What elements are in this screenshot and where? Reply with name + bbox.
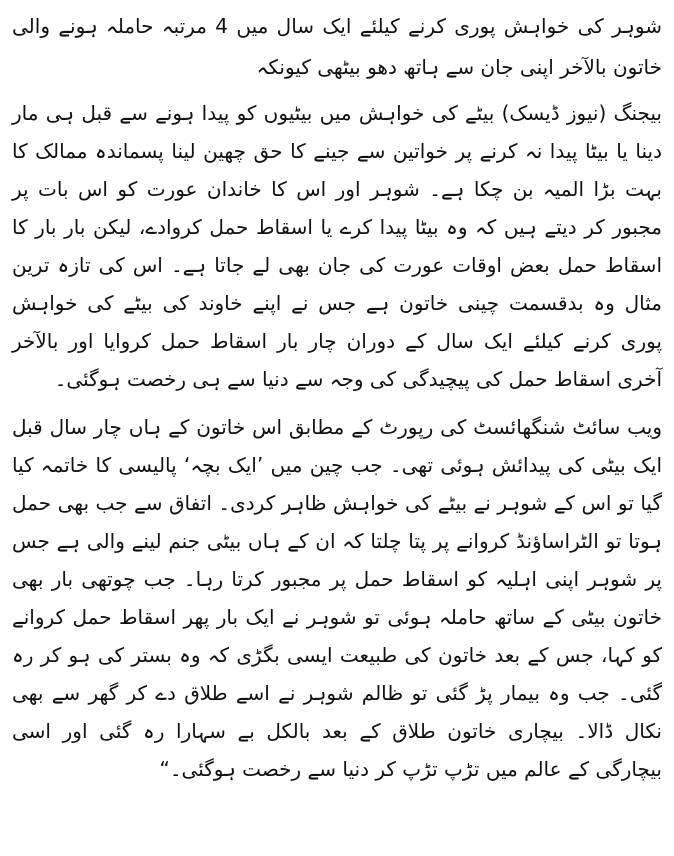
article-headline: شوہر کی خواہش پوری کرنے کیلئے ایک سال میں 4 مرتبہ حاملہ ہونے والی خاتون بالآخر اپنی جان سے ہاتھ دھو بیٹھی کیونکہ [12,14,662,79]
article-paragraph-report: ویب سائٹ شنگھائسٹ کی رپورٹ کے مطابق اس خاتون کے ہاں چار سال قبل ایک بیٹی کی پیدائش ہوئی تھی۔ جب چین میں ’ایک بچہ‘ پالیسی کا خاتمہ کیا گیا تو اس کے شوہر نے بیٹے کی خواہش ظاہر کردی۔ اتفاق سے جب بھی حمل ہوتا تو الٹراساؤنڈ کروانے پر پتا چلتا کہ ان کے ہاں بیٹی جنم لینے والی ہے جس پر شوہر اپنی اہلیہ کو اسقاط حمل پر مجبور کرتا رہا۔ جب چوتھی بار بھی خاتون بیٹی کے ساتھ حاملہ ہوئی تو شوہر نے ایک بار پھر اسقاط حمل کروانے کو کہا، جس کے بعد خاتون کی طبیعت ایسی بگڑی کہ وہ بستر کی ہو کر رہ گئی۔ جب وہ بیمار پڑ گئی تو ظالم شوہر نے اسے طلاق دے کر گھر سے بھی نکال ڈالا۔ بیچاری خاتون طلاق کے بعد بالکل بے سہارا رہ گئی اور اسی بیچارگی کے عالم میں تڑپ تڑپ کر دنیا سے رخصت ہوگئی۔“ [12,415,662,781]
news-article [12,6,662,850]
article-paragraph-intro: بیجنگ (نیوز ڈیسک) بیٹے کی خواہش میں بیٹیوں کو پیدا ہونے سے قبل ہی مار دینا یا بیٹا پیدا نہ کرنے پر خواتین سے جینے کا حق چھین لینا پسماندہ ممالک کا بہت بڑا المیہ بن چکا ہے۔ شوہر اور اس کا خاندان عورت کو اس بات پر مجبور کر دیتے ہیں کہ وہ بیٹا پیدا کرے یا اسقاط حمل کروادے، لیکن بار بار کا اسقاط حمل بعض اوقات عورت کی جان بھی لے جاتا ہے۔ اس کی تازہ ترین مثال وہ بدقسمت چینی خاتون ہے جس نے اپنے خاوند کی بیٹے کی خواہش پوری کرنے کیلئے ایک سال کے دوران چار بار اسقاط حمل کروایا اور بالآخر آخری اسقاط حمل کی پیچیدگی کی وجہ سے دنیا سے ہی رخصت ہوگئی۔ [12,101,662,391]
